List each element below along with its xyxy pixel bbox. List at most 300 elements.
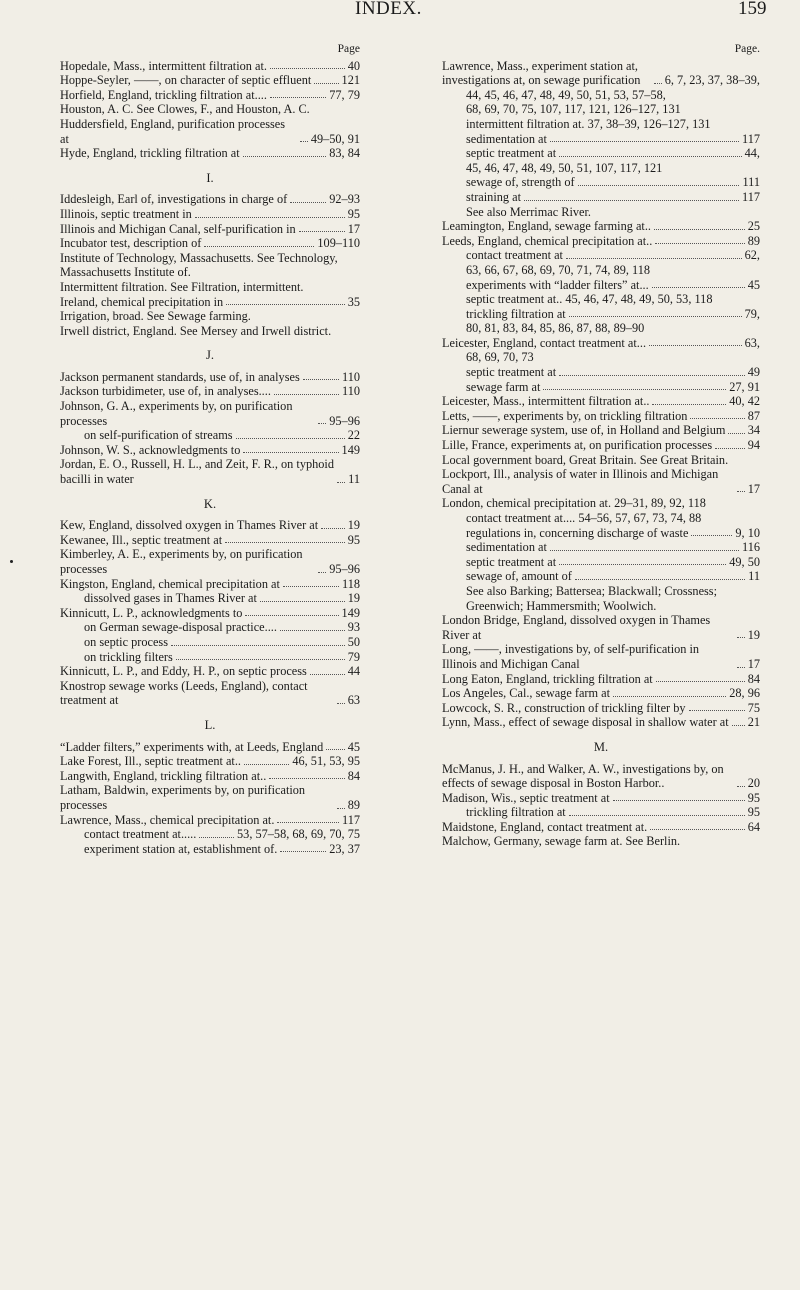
entry-pages: 6, 7, 23, 37, 38–39, [664, 73, 760, 88]
entry-term: on self-purification of streams [84, 428, 233, 443]
entry-term: Irrigation, broad. See Sewage farming. [60, 309, 251, 324]
leader-dots [321, 528, 345, 529]
column-page-label: Page [337, 43, 360, 55]
index-entry [60, 620, 360, 635]
entry-term: London Bridge, England, dissolved oxygen in Thames River at [442, 613, 711, 642]
entry-term: Huddersfield, England, purification processes at [60, 116, 286, 146]
leader-dots [654, 229, 745, 230]
leader-dots [737, 637, 745, 638]
index-entry [60, 222, 360, 237]
entry-term: Intermittent filtration. See Filtration, intermittent. [60, 279, 304, 294]
entry-term: Leicester, Mass., intermittent filtration at.. [442, 394, 650, 409]
entry-pages: 25 [747, 219, 760, 234]
leader-dots [225, 542, 345, 543]
entry-pages: 95 [747, 790, 760, 805]
leader-dots [199, 837, 234, 838]
index-continuation: 80, 81, 83, 84, 85, 86, 87, 88, 89–90 [466, 321, 645, 336]
index-entry [442, 132, 760, 147]
entry-term: Los Angeles, Cal., sewage farm at [442, 686, 611, 701]
index-entry [442, 219, 760, 234]
leader-dots [613, 696, 726, 697]
entry-term: experiments with “ladder filters” at... [466, 277, 649, 292]
index-entry [442, 409, 760, 424]
entry-term: Liernur sewerage system, use of, in Holland and Belgium [442, 423, 726, 438]
leader-dots [728, 433, 744, 434]
index-entry [60, 606, 360, 621]
entry-pages: 35 [347, 294, 360, 309]
index-entry [60, 518, 360, 533]
index-entry [60, 399, 360, 428]
leader-dots [550, 141, 739, 142]
entry-term: Local government board, Great Britain. See Great Britain. [442, 452, 729, 467]
index-entry [442, 526, 760, 541]
entry-pages: 84 [347, 768, 360, 783]
leader-dots [245, 615, 338, 616]
index-entry [442, 834, 760, 849]
entry-term: Madison, Wis., septic treatment at [442, 790, 610, 805]
section-letter: J. [206, 348, 214, 363]
entry-pages: 64 [747, 819, 760, 834]
entry-pages: 118 [342, 576, 360, 591]
index-entry [60, 384, 360, 399]
index-entry [60, 88, 360, 103]
entry-pages: 19 [747, 627, 760, 642]
index-entry [60, 280, 360, 295]
entry-pages: 19 [347, 518, 360, 533]
leader-dots [236, 438, 345, 439]
entry-term: Irwell district, England. See Mersey and Irwell district. [60, 323, 332, 338]
index-entry [60, 783, 360, 812]
index-entry [60, 146, 360, 161]
index-entry [442, 805, 760, 820]
entry-pages: 17 [347, 221, 360, 236]
index-list-left [60, 59, 360, 857]
entry-term: regulations in, concerning discharge of waste [466, 525, 689, 540]
leader-dots [732, 725, 745, 726]
entry-term: Illinois, septic treatment in [60, 206, 192, 221]
leader-dots [244, 764, 289, 765]
entry-term: Jackson turbidimeter, use of, in analyses.... [60, 384, 271, 399]
index-continuation: See also Merrimac River. [466, 204, 591, 219]
entry-pages: 49 [747, 365, 760, 380]
page-number: 159 [738, 0, 767, 19]
leader-dots [270, 97, 326, 98]
entry-term: on septic process [84, 634, 169, 649]
entry-pages: 49–50, 91 [310, 131, 360, 146]
leader-dots [280, 851, 326, 852]
entry-term: Kinnicutt, L. P., and Eddy, H. P., on septic process [60, 664, 307, 679]
leader-dots [195, 217, 345, 218]
entry-pages: 23, 37 [329, 841, 360, 856]
index-list-right [442, 59, 760, 849]
entry-term: on German sewage-disposal practice.... [84, 620, 277, 635]
leader-dots [314, 83, 338, 84]
entry-term: Kinnicutt, L. P., acknowledgments to [60, 605, 243, 620]
entry-pages: 93 [347, 620, 360, 635]
entry-pages: 79, [744, 306, 760, 321]
index-entry [442, 686, 760, 701]
index-continuation: 45, 46, 47, 48, 49, 50, 51, 107, 117, 121 [466, 160, 663, 175]
entry-term: Kimberley, A. E., experiments by, on purification processes [60, 547, 303, 576]
section-letter: M. [593, 739, 609, 754]
entry-pages: 63, [744, 335, 760, 350]
entry-term: Hoppe-Seyler, ——, on character of septic effluent [60, 73, 312, 88]
index-column-right [442, 42, 760, 849]
leader-dots [524, 200, 739, 201]
index-continuation: contact treatment at.... 54–56, 57, 67, 73, 74, 88 [466, 511, 702, 525]
entry-pages: 11 [348, 472, 360, 487]
entry-pages: 117 [742, 189, 760, 204]
entry-pages: 27, 91 [729, 379, 760, 394]
index-entry [60, 769, 360, 784]
entry-pages: 17 [747, 656, 760, 671]
entry-term: Long, ——, investigations by, of self-purification in Illinois and Michigan Canal [442, 642, 700, 671]
entry-term: Incubator test, description of [60, 236, 202, 251]
leader-dots [318, 423, 326, 424]
index-entry [60, 207, 360, 222]
entry-term: Langwith, England, trickling filtration at.. [60, 768, 267, 783]
index-entry [60, 59, 360, 74]
entry-term: on trickling filters [84, 649, 173, 664]
entry-term: contact treatment at..... [84, 827, 197, 842]
entry-term: Lille, France, experiments at, on purification processes [442, 438, 713, 453]
entry-pages: 110 [342, 369, 360, 384]
entry-term: sedimentation at [466, 131, 547, 146]
entry-pages: 111 [742, 175, 760, 190]
entry-pages: 95–96 [329, 562, 360, 576]
index-entry [60, 577, 360, 592]
leader-dots [543, 389, 726, 390]
leader-dots [559, 156, 741, 157]
entry-term: experiment station at, establishment of. [84, 841, 278, 856]
section-letter: L. [204, 717, 216, 732]
entry-pages: 95–96 [329, 413, 360, 428]
index-column-left [60, 42, 360, 856]
entry-term: Ireland, chemical precipitation in [60, 294, 224, 309]
entry-term: Letts, ——, experiments by, on trickling filtration [442, 408, 688, 423]
entry-term: sedimentation at [466, 540, 547, 555]
entry-term: trickling filtration at [466, 306, 566, 321]
leader-dots [243, 452, 338, 453]
leader-dots [737, 786, 745, 787]
entry-pages: 117 [742, 131, 760, 146]
entry-term: Leicester, England, contact treatment at... [442, 335, 647, 350]
entry-term: Jackson permanent standards, use of, in analyses [60, 369, 300, 384]
entry-pages: 49, 50 [729, 554, 760, 569]
entry-term: Lowcock, S. R., construction of trickling filter by [442, 700, 686, 715]
index-continuation: See also Barking; Battersea; Blackwall; Crossness; Greenwich; Hammersmith; Woolwich. [466, 583, 718, 613]
leader-dots [204, 246, 314, 247]
entry-term: Kingston, England, chemical precipitation at [60, 576, 280, 591]
entry-term: McManus, J. H., and Walker, A. W., investigations by, on effects of sewage disposal in Boston Harbor.. [442, 761, 724, 791]
entry-term: Lawrence, Mass., chemical precipitation at. [60, 812, 275, 827]
leader-dots [652, 404, 726, 405]
index-entry [442, 423, 760, 438]
entry-term: contact treatment at [466, 248, 563, 263]
index-entry [442, 820, 760, 835]
entry-term: Leamington, England, sewage farming at.. [442, 219, 651, 234]
leader-dots [274, 394, 339, 395]
index-entry [60, 650, 360, 665]
leader-dots [656, 681, 745, 682]
index-entry [442, 555, 760, 570]
index-entry [60, 73, 360, 88]
index-entry [442, 248, 760, 263]
leader-dots [337, 808, 345, 809]
index-entry [442, 642, 760, 671]
entry-term: Jordan, E. O., Russell, H. L., and Zeit, F. R., on typhoid bacilli in water [60, 457, 334, 487]
index-continuation: septic treatment at.. 45, 46, 47, 48, 49, 50, 53, 118 [466, 292, 713, 307]
index-continuation: 68, 69, 70, 75, 107, 117, 121, 126–127, 131 [466, 102, 681, 117]
entry-pages: 77, 79 [329, 87, 360, 102]
leader-dots [260, 601, 345, 602]
leader-dots [654, 83, 662, 84]
entry-pages: 95 [347, 532, 360, 547]
leader-dots [691, 535, 732, 536]
index-continuation: 68, 69, 70, 73 [466, 350, 534, 365]
entry-pages: 149 [341, 442, 360, 457]
leader-dots [280, 630, 345, 631]
entry-pages: 9, 10 [735, 525, 760, 540]
index-entry [60, 591, 360, 606]
leader-dots [337, 482, 345, 483]
entry-pages: 110 [342, 384, 360, 399]
index-continuation: 63, 66, 67, 68, 69, 70, 71, 74, 89, 118 [466, 262, 650, 277]
entry-pages: 22 [347, 428, 360, 443]
index-entry [60, 547, 360, 576]
leader-dots [299, 231, 345, 232]
leader-dots [655, 243, 744, 244]
entry-pages: 89 [747, 233, 760, 248]
entry-term: Long Eaton, England, trickling filtration at [442, 671, 653, 686]
leader-dots [290, 202, 326, 203]
index-entry [60, 309, 360, 324]
index-entry [60, 679, 360, 708]
entry-pages: 121 [341, 73, 360, 88]
leader-dots [613, 800, 745, 801]
entry-pages: 28, 96 [729, 686, 760, 701]
page-header [0, 0, 800, 26]
entry-pages: 117 [342, 812, 360, 827]
column-page-label: Page. [734, 43, 760, 55]
leader-dots [171, 645, 345, 646]
index-entry [442, 791, 760, 806]
leader-dots [569, 316, 742, 317]
entry-term: Hopedale, Mass., intermittent filtration at. [60, 58, 267, 73]
index-entry [442, 701, 760, 716]
entry-term: Iddesleigh, Earl of, investigations in charge of [60, 192, 288, 207]
index-entry [442, 672, 760, 687]
leader-dots [652, 287, 745, 288]
index-entry [60, 324, 360, 339]
leader-dots [569, 815, 745, 816]
leader-dots [326, 749, 344, 750]
leader-dots [269, 778, 344, 779]
index-entry [60, 236, 360, 251]
entry-term: Johnson, G. A., experiments by, on purification processes [60, 399, 293, 428]
index-entry [442, 715, 760, 730]
index-entry [60, 664, 360, 679]
index-continuation: 44, 45, 46, 47, 48, 49, 50, 51, 53, 57–58, [466, 87, 666, 102]
index-entry [442, 762, 760, 791]
entry-term: Maidstone, England, contact treatment at. [442, 819, 648, 834]
index-entry [60, 457, 360, 486]
entry-term: Lynn, Mass., effect of sewage disposal in shallow water at [442, 715, 729, 730]
index-entry [442, 380, 760, 395]
entry-pages: 92–93 [329, 192, 360, 207]
section-letter: I. [206, 170, 214, 185]
entry-pages: 44 [347, 664, 360, 679]
leader-dots [737, 667, 745, 668]
entry-pages: 149 [341, 605, 360, 620]
entry-pages: 44, [744, 146, 760, 161]
entry-term: septic treatment at [466, 146, 557, 161]
entry-pages: 40 [347, 58, 360, 73]
entry-term: Hyde, England, trickling filtration at [60, 146, 240, 161]
index-entry [442, 278, 760, 293]
index-entry [442, 453, 760, 468]
entry-term: Lawrence, Mass., experiment station at, investigations at, on sewage purification [442, 58, 641, 88]
entry-pages: 83, 84 [329, 146, 360, 161]
leader-dots [300, 141, 308, 142]
entry-term: Institute of Technology, Massachusetts. See Technology, Massachusetts Institute of. [60, 250, 338, 280]
entry-term: Lake Forest, Ill., septic treatment at.. [60, 754, 241, 769]
index-entry [60, 842, 360, 857]
index-entry [442, 190, 760, 205]
leader-dots [649, 345, 742, 346]
leader-dots [689, 710, 745, 711]
index-entry [442, 496, 760, 511]
index-entry [60, 295, 360, 310]
leader-dots [283, 586, 339, 587]
entry-term: “Ladder filters,” experiments with, at Leeds, England [60, 739, 324, 754]
entry-pages: 109–110 [317, 236, 360, 251]
entry-pages: 50 [347, 634, 360, 649]
entry-term: Malchow, Germany, sewage farm at. See Berlin. [442, 834, 681, 849]
entry-term: septic treatment at [466, 365, 557, 380]
leader-dots [310, 674, 345, 675]
entry-term: septic treatment at [466, 554, 557, 569]
entry-pages: 75 [747, 700, 760, 715]
page-title: INDEX. [355, 0, 422, 19]
entry-pages: 21 [747, 715, 760, 730]
entry-term: Illinois and Michigan Canal, self-purification in [60, 221, 296, 236]
entry-pages: 34 [747, 423, 760, 438]
entry-term: sewage farm at [466, 379, 541, 394]
index-entry [60, 827, 360, 842]
index-entry [60, 635, 360, 650]
index-entry [442, 569, 760, 584]
leader-dots [715, 448, 745, 449]
entry-pages: 84 [747, 671, 760, 686]
entry-term: straining at [466, 189, 521, 204]
index-entry [442, 234, 760, 249]
entry-pages: 87 [747, 408, 760, 423]
index-entry [442, 467, 760, 496]
index-entry [60, 192, 360, 207]
leader-dots [566, 258, 742, 259]
entry-term: Houston, A. C. See Clowes, F., and Houston, A. C. [60, 102, 310, 117]
entry-pages: 63 [347, 693, 360, 708]
index-entry [442, 175, 760, 190]
section-letter: K. [203, 496, 217, 511]
index-entry [60, 428, 360, 443]
leader-dots [650, 829, 744, 830]
leader-dots [550, 550, 739, 551]
leader-dots [578, 185, 740, 186]
entry-pages: 94 [747, 438, 760, 453]
index-entry [442, 365, 760, 380]
index-entry [60, 740, 360, 755]
index-entry [60, 370, 360, 385]
entry-term: Lockport, Ill., analysis of water in Illinois and Michigan Canal at [442, 467, 719, 496]
entry-term: Johnson, W. S., acknowledgments to [60, 442, 241, 457]
leader-dots [303, 379, 339, 380]
entry-pages: 62, [744, 248, 760, 263]
index-entry [442, 336, 760, 351]
entry-term: sewage of, amount of [466, 569, 572, 584]
index-entry [442, 394, 760, 409]
entry-pages: 116 [742, 540, 760, 555]
entry-term: London, chemical precipitation at. 29–31, 89, 92, 118 [442, 496, 706, 511]
index-entry [60, 443, 360, 458]
entry-pages: 53, 57–58, 68, 69, 70, 75 [237, 827, 360, 842]
leader-dots [277, 822, 339, 823]
entry-term: Latham, Baldwin, experiments by, on purification processes [60, 783, 306, 812]
index-entry [60, 251, 360, 280]
entry-pages: 95 [747, 805, 760, 820]
index-entry [442, 540, 760, 555]
leader-dots [575, 579, 745, 580]
leader-dots [318, 572, 326, 573]
leader-dots [243, 156, 327, 157]
entry-pages: 17 [747, 481, 760, 496]
entry-term: Kewanee, Ill., septic treatment at [60, 532, 223, 547]
leader-dots [559, 375, 745, 376]
leader-dots [176, 659, 345, 660]
leader-dots [226, 304, 344, 305]
index-entry [442, 438, 760, 453]
index-continuation: intermittent filtration at. 37, 38–39, 126–127, 131 [466, 116, 711, 131]
index-entry [442, 59, 760, 88]
leader-dots [337, 703, 345, 704]
entry-term: dissolved gases in Thames River at [84, 591, 257, 606]
index-entry [442, 146, 760, 161]
entry-pages: 95 [347, 206, 360, 221]
entry-term: Knostrop sewage works (Leeds, England), contact treatment at [60, 678, 308, 708]
entry-term: sewage of, strength of [466, 175, 575, 190]
entry-pages: 89 [347, 797, 360, 812]
entry-pages: 40, 42 [729, 394, 760, 409]
entry-term: trickling filtration at [466, 805, 566, 820]
entry-term: Horfield, England, trickling filtration at.... [60, 87, 267, 102]
leader-dots [690, 418, 744, 419]
entry-term: Kew, England, dissolved oxygen in Thames River at [60, 518, 319, 533]
index-entry [60, 813, 360, 828]
index-entry [60, 533, 360, 548]
leader-dots [737, 491, 745, 492]
index-entry [60, 117, 360, 146]
entry-pages: 19 [347, 591, 360, 606]
index-entry [442, 613, 760, 642]
index-entry [442, 307, 760, 322]
index-entry [60, 754, 360, 769]
entry-term: Leeds, England, chemical precipitation at.. [442, 233, 653, 248]
entry-pages: 45 [347, 739, 360, 754]
entry-pages: 20 [747, 776, 760, 791]
entry-pages: 45 [747, 277, 760, 292]
index-entry [60, 102, 360, 117]
